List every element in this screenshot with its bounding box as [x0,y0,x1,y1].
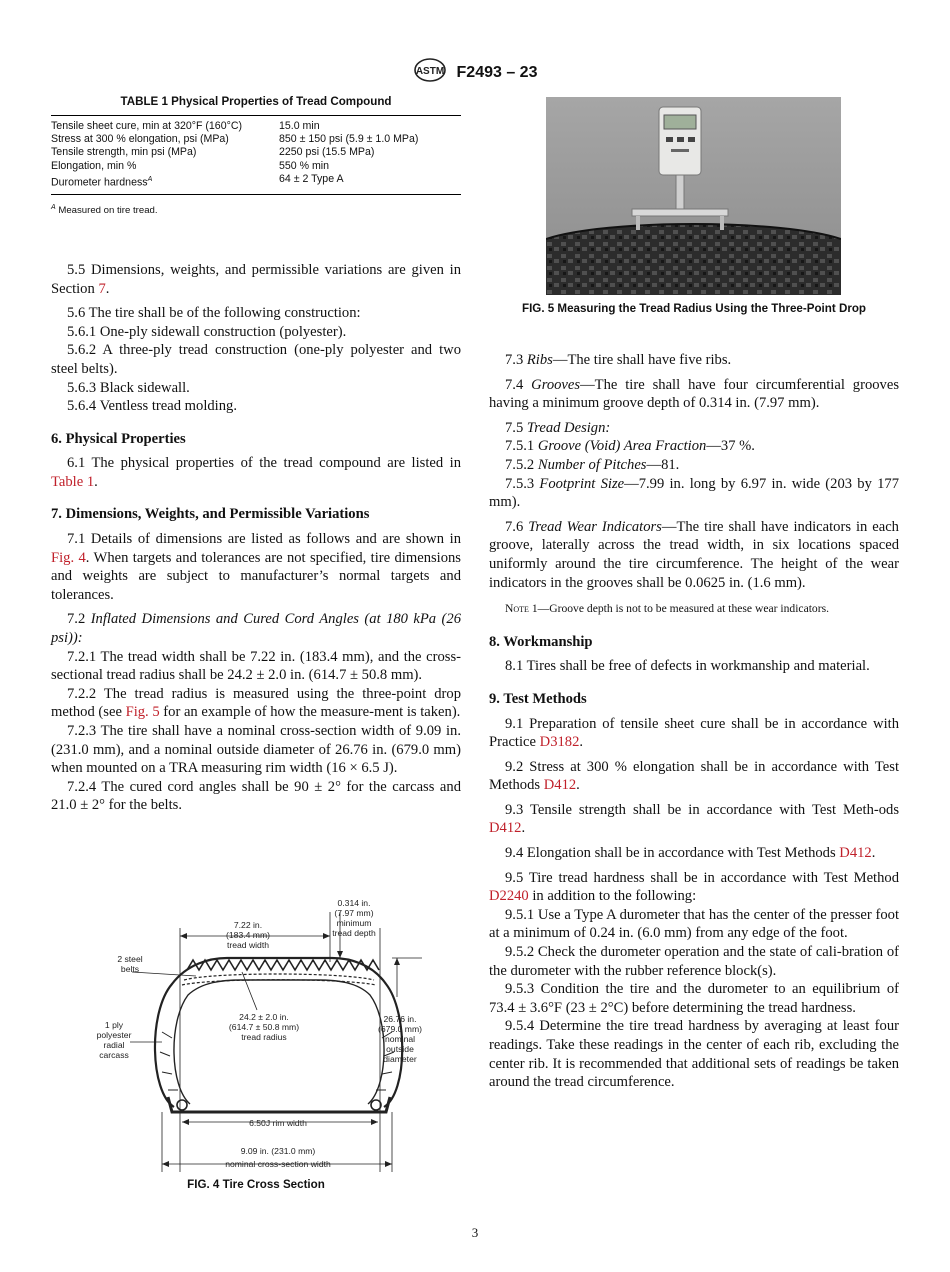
table-1-caption: TABLE 1 Physical Properties of Tread Compound [120,95,392,108]
para-9-5-4: 9.5.4 Determine the tire tread hardness by averaging at least four readings. Take these readings in the center of each rib, excluding the center rib. It is recommended that additional sets of readings be taken around the tread circumference. [489,1018,899,1091]
table-cell-property: Durometer hardness$^A$ [51,176,153,189]
table-cell-property: Elongation, min % [51,159,137,172]
label-belts-2: belts [120,964,140,974]
para-9-4: 9.4 Elongation shall be in accordance with Test Methods D412. [505,845,876,862]
para-9-1: 9.1 Preparation of tensile sheet cure shall be in accordance with Practice D3182. [489,715,899,751]
table-1-footnote: $^A$ Measured on tire tread. [51,204,158,217]
carcass-line [174,980,384,1104]
link-d3182[interactable]: D3182 [539,734,580,751]
document-code: F2493 – 23 [456,63,538,81]
tread-pattern [187,960,379,970]
table-cell-property: Stress at 300 % elongation, psi (MPa) [51,133,229,145]
label-radius-1: 24.2 ± 2.0 in. [239,1012,289,1022]
table-row [51,160,461,173]
para-7-6: 7.6 Tread Wear Indicators—The tire shall have indicators in each groove, laterally across the tread width, in six locations spaced uniformly around the tire circumference. The height of the wear indicators in the grooves shall be 0.0625 in. (1.6 mm). [489,518,899,591]
table-row [51,116,461,133]
table-cell-value: 15.0 min [279,119,320,132]
table-cell-property: Tensile sheet cure, min at 320°F (160°C) [51,119,243,132]
para-5-5: 5.5 Dimensions, weights, and permissible variations are given in Section 7. [51,261,461,297]
table-cell-value: 2250 psi (15.5 MPa) [279,146,375,159]
para-9-3: 9.3 Tensile strength shall be in accordance with Test Meth-ods D412. [489,801,899,837]
astm-logo [413,58,447,87]
para-5-6-3: 5.6.3 Black sidewall. [67,379,190,396]
link-d412-c[interactable]: D412 [839,845,872,862]
para-5-6-1: 5.6.1 One-ply sidewall construction (polyester). [67,323,347,340]
para-7-4: 7.4 Grooves—The tire shall have four circumferential grooves having a minimum groove depth of 0.314 in. (7.97 mm). [489,376,899,412]
para-5-6-2: 5.6.2 A three-ply tread construction (one-ply polyester and two steel belts). [51,342,461,377]
label-belts-1: 2 steel [117,954,143,964]
label-ply-3: radial [103,1040,125,1050]
link-d412-b[interactable]: D412 [489,820,522,837]
fig-5-photo [546,97,841,295]
label-od-2: (679.0 mm) [378,1024,422,1034]
label-od-4: outside [386,1044,414,1054]
label-rim-width: 6.50J rim width [249,1118,307,1128]
label-tread-width-1: 7.22 in. [233,920,263,930]
link-section-7[interactable]: 7 [98,280,106,297]
note-1: Note 1—Groove depth is not to be measured at these wear indicators. [505,602,829,616]
table-cell-value: 850 ± 150 psi (5.9 ± 1.0 MPa) [279,133,419,145]
left-column [51,93,461,815]
svg-text:ASTM: ASTM [415,66,444,77]
steel-belts [184,974,374,980]
para-6-1: 6.1 The physical properties of the tread compound are listed in Table 1. [51,455,461,490]
label-od-3: nominal [384,1034,416,1044]
table-cell-property: Tensile strength, min psi (MPa) [51,146,197,159]
table-row [51,146,461,159]
footnote-mark: A [147,176,153,184]
page-number: 3 [471,1225,479,1240]
label-depth-2: (7.97 mm) [334,908,374,918]
para-7-5-2: 7.5.2 Number of Pitches—81. [505,456,680,473]
para-7-2-4: 7.2.4 The cured cord angles shall be 90 ± 2° for the carcass and 21.0 ± 2° for the belts. [51,778,461,814]
section-9-heading: 9. Test Methods [489,690,587,707]
label-radius-3: tread radius [241,1032,287,1042]
label-ply-4: carcass [99,1050,129,1060]
para-9-2: 9.2 Stress at 300 % elongation shall be in accordance with Test Methods D412. [489,758,899,794]
label-od-1: 26.76 in. [383,1014,417,1024]
label-depth-3: minimum [336,918,372,928]
para-9-5: 9.5 Tire tread hardness shall be in accordance with Test Method D2240 in addition to the following: [489,869,899,905]
label-depth-1: 0.314 in. [337,898,371,908]
right-column [489,351,899,1092]
label-ply-1: 1 ply [104,1020,124,1030]
para-9-5-2: 9.5.2 Check the durometer operation and the state of cali-bration of the durometer with the rubber reference block(s). [489,944,899,979]
link-fig-5[interactable]: Fig. 5 [125,704,160,721]
label-tread-width-3: tread width [226,940,270,950]
para-7-2-3: 7.2.3 The tire shall have a nominal cross-section width of 9.09 in. (231.0 mm), and a nominal outside diameter of 26.76 in. (679.0 mm) when mounted on a TRA measuring rim width (16 × 6.5 J). [51,723,461,777]
label-depth-4: tread depth [332,928,376,938]
section-6-heading: 6. Physical Properties [51,430,186,447]
label-ply-2: polyester [96,1030,132,1040]
para-7-2-2: 7.2.2 The tread radius is measured using the three-point drop method (see Fig. 5 for an example of how the measure-ment is taken). [51,685,461,721]
para-7-2: 7.2 Inflated Dimensions and Cured Cord Angles (at 180 kPa (26 psi)): [51,611,461,647]
label-section-width-2: nominal cross-section width [225,1159,331,1169]
label-section-width-1: 9.09 in. (231.0 mm) [240,1146,316,1156]
tire-tread-image [546,224,841,295]
table-cell-value: 64 ± 2 Type A [279,173,344,186]
fig-4-caption: FIG. 4 Tire Cross Section [187,1178,325,1191]
table-cell-value: 550 % min [279,159,330,172]
label-od-5: diameter [383,1054,417,1064]
label-tread-width-2: (183.4 mm) [226,930,270,940]
link-d2240[interactable]: D2240 [489,888,529,905]
para-7-5-3: 7.5.3 Footprint Size—7.99 in. long by 6.97 in. wide (203 by 177 mm). [489,475,899,511]
fig-5-caption: FIG. 5 Measuring the Tread Radius Using the Three-Point Drop [522,302,866,315]
para-9-5-3: 9.5.3 Condition the tire and the durometer to an equilibrium of 73.4 ± 3.6°F (23 ± 2°C) before determining the tread hardness. [489,981,899,1016]
para-7-2-1: 7.2.1 The tread width shall be 7.22 in. (183.4 mm), and the cross-sectional tread radius shall be 24.2 ± 2.0 in. (614.7 ± 50.8 mm). [51,648,461,684]
label-radius-2: (614.7 ± 50.8 mm) [228,1022,300,1032]
link-table-1[interactable]: Table 1 [51,473,95,490]
para-5-6-4: 5.6.4 Ventless tread molding. [67,398,237,415]
para-7-3: 7.3 Ribs—The tire shall have five ribs. [505,352,732,368]
page-header [0,58,950,87]
para-8-1: 8.1 Tires shall be free of defects in workmanship and material. [505,658,870,675]
para-7-5-1: 7.5.1 Groove (Void) Area Fraction—37 %. [505,438,755,455]
fig-4-tire-cross-section [92,892,432,1174]
section-8-heading: 8. Workmanship [489,633,593,650]
rim [168,1097,390,1112]
para-7-5: 7.5 Tread Design: [505,419,611,436]
para-7-1: 7.1 Details of dimensions are listed as follows and are shown in Fig. 4. When targets and tolerances are not specified, tire dimensions and weights are subject to manufacturer’s normal targets and tolerances. [51,531,461,603]
para-9-5-1: 9.5.1 Use a Type A durometer that has the center of the presser foot at a minimum of 0.24 in. (6.0 mm) from any edge of the foot. [489,906,899,942]
link-fig-4[interactable]: Fig. 4 [51,549,86,566]
table-row [51,173,461,194]
table-1 [51,93,461,221]
table-row [51,133,461,146]
para-5-6: 5.6 The tire shall be of the following construction: [67,305,361,322]
link-d412-a[interactable]: D412 [543,777,577,794]
section-7-heading: 7. Dimensions, Weights, and Permissible Variations [51,506,370,523]
